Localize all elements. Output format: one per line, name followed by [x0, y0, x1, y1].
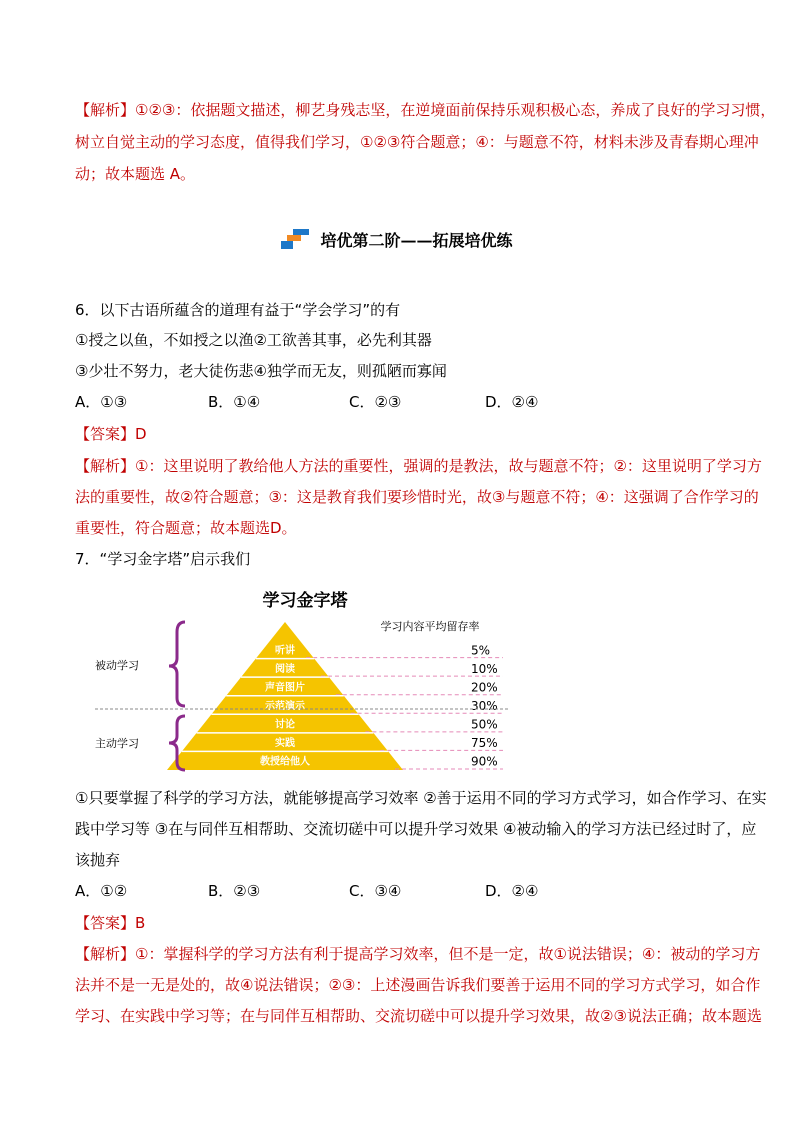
q7-items-line2: 践中学习等 ③在与同伴互相帮助、交流切磋中可以提升学习效果 ④被动输入的学习方法已经过时了，应 — [75, 820, 757, 838]
section-icon — [281, 229, 311, 251]
pyramid-level-name: 听讲 — [275, 645, 295, 657]
pyramid-level-rate: 50% — [471, 717, 498, 732]
q7-analysis-line3: 学习、在实践中学习等；在与同伴互相帮助、交流切磋中可以提升学习效果，故②③说法正确；故本题选 — [75, 1007, 762, 1025]
pyramid-level-rate: 5% — [471, 643, 491, 658]
q5-analysis-line2: 树立自觉主动的学习态度，值得我们学习，①②③符合题意；④：与题意不符，材料未涉及青春期心理冲 — [75, 133, 759, 151]
q7-option-a: A．①② — [75, 882, 128, 900]
q7-analysis-line1 — [75, 944, 760, 964]
pyramid-level-name: 阅读 — [275, 663, 295, 675]
q5-analysis-line1 — [75, 100, 775, 120]
q7-items-line3: 该抛弃 — [75, 851, 121, 869]
analysis-text: ①②③：依据题文描述，柳艺身残志坚，在逆境面前保持乐观积极心态，养成了良好的学习习惯， — [135, 101, 776, 119]
pyramid-title: 学习金字塔 — [262, 591, 348, 611]
pyramid-level-rate: 10% — [471, 661, 498, 676]
pyramid-level-name: 实践 — [275, 738, 295, 750]
answer-value: B — [135, 914, 146, 932]
analysis-text: ①：掌握科学的学习方法有利于提高学习效率，但不是一定，故①说法错误；④：被动的学习方 — [135, 945, 761, 963]
passive-learning-label: 被动学习 — [95, 659, 139, 672]
section-title: 培优第二阶——拓展培优练 — [320, 231, 513, 250]
q6-analysis-line2: 法的重要性，故②符合题意；③：这是教育我们要珍惜时光，故③与题意不符；④：这强调了合作学习的 — [75, 488, 759, 506]
q6-items-line1: ①授之以鱼，不如授之以渔②工欲善其事，必先利其器 — [75, 331, 432, 349]
q6-option-a: A．①③ — [75, 393, 128, 411]
analysis-text: ①：这里说明了教给他人方法的重要性，强调的是教法，故与题意不符；②：这里说明了学习方 — [135, 457, 762, 475]
q6-analysis-line3: 重要性，符合题意；故本题选D。 — [75, 519, 297, 537]
q6-items-line2: ③少壮不努力，老大徒伤悲④独学而无友，则孤陋而寡闻 — [75, 362, 447, 380]
q6-option-d: D．②④ — [485, 393, 539, 411]
q6-option-b: B．①④ — [208, 393, 261, 411]
q6-analysis-line1 — [75, 456, 762, 476]
pyramid-subtitle: 学习内容平均留存率 — [380, 620, 480, 633]
pyramid-level-name: 教授给他人 — [260, 756, 310, 768]
section-heading — [0, 228, 794, 251]
pyramid-level-rate: 30% — [471, 699, 498, 713]
q7-option-b: B．②③ — [208, 882, 261, 900]
q7-analysis-line2: 法并不是一无是处的，故④说法错误；②③：上述漫画告诉我们要善于运用不同的学习方式学习，如合作 — [75, 976, 761, 994]
analysis-label: 【解析】 — [75, 457, 136, 475]
answer-label: 【答案】 — [75, 914, 136, 932]
q7-items-line1: ①只要掌握了科学的学习方法，就能够提高学习效率 ②善于运用不同的学习方式学习，如合作学习、在实 — [75, 789, 767, 807]
answer-label: 【答案】 — [75, 425, 136, 443]
active-learning-label: 主动学习 — [95, 737, 139, 750]
q7-answer — [75, 913, 145, 933]
q7-option-c: C．③④ — [349, 882, 402, 900]
q6-stem: 6．以下古语所蕴含的道理有益于“学会学习”的有 — [75, 301, 401, 319]
passive-brace — [169, 622, 185, 706]
q6-option-c: C．②③ — [349, 393, 402, 411]
pyramid-level-rate: 75% — [471, 736, 498, 751]
q5-analysis-line3: 动；故本题选 A。 — [75, 165, 196, 183]
q7-option-d: D．②④ — [485, 882, 539, 900]
q6-answer — [75, 424, 147, 444]
pyramid-level-name: 讨论 — [275, 719, 295, 731]
learning-pyramid-figure — [85, 580, 525, 780]
pyramid-level-rate: 20% — [471, 680, 498, 695]
q7-stem: 7．“学习金字塔”启示我们 — [75, 550, 251, 568]
pyramid-level-name: 声音图片 — [265, 682, 305, 694]
analysis-label: 【解析】 — [75, 101, 136, 119]
answer-value: D — [135, 425, 147, 443]
analysis-label: 【解析】 — [75, 945, 136, 963]
pyramid-level-name: 示范演示 — [265, 701, 305, 712]
pyramid-level-rate: 90% — [471, 754, 498, 769]
